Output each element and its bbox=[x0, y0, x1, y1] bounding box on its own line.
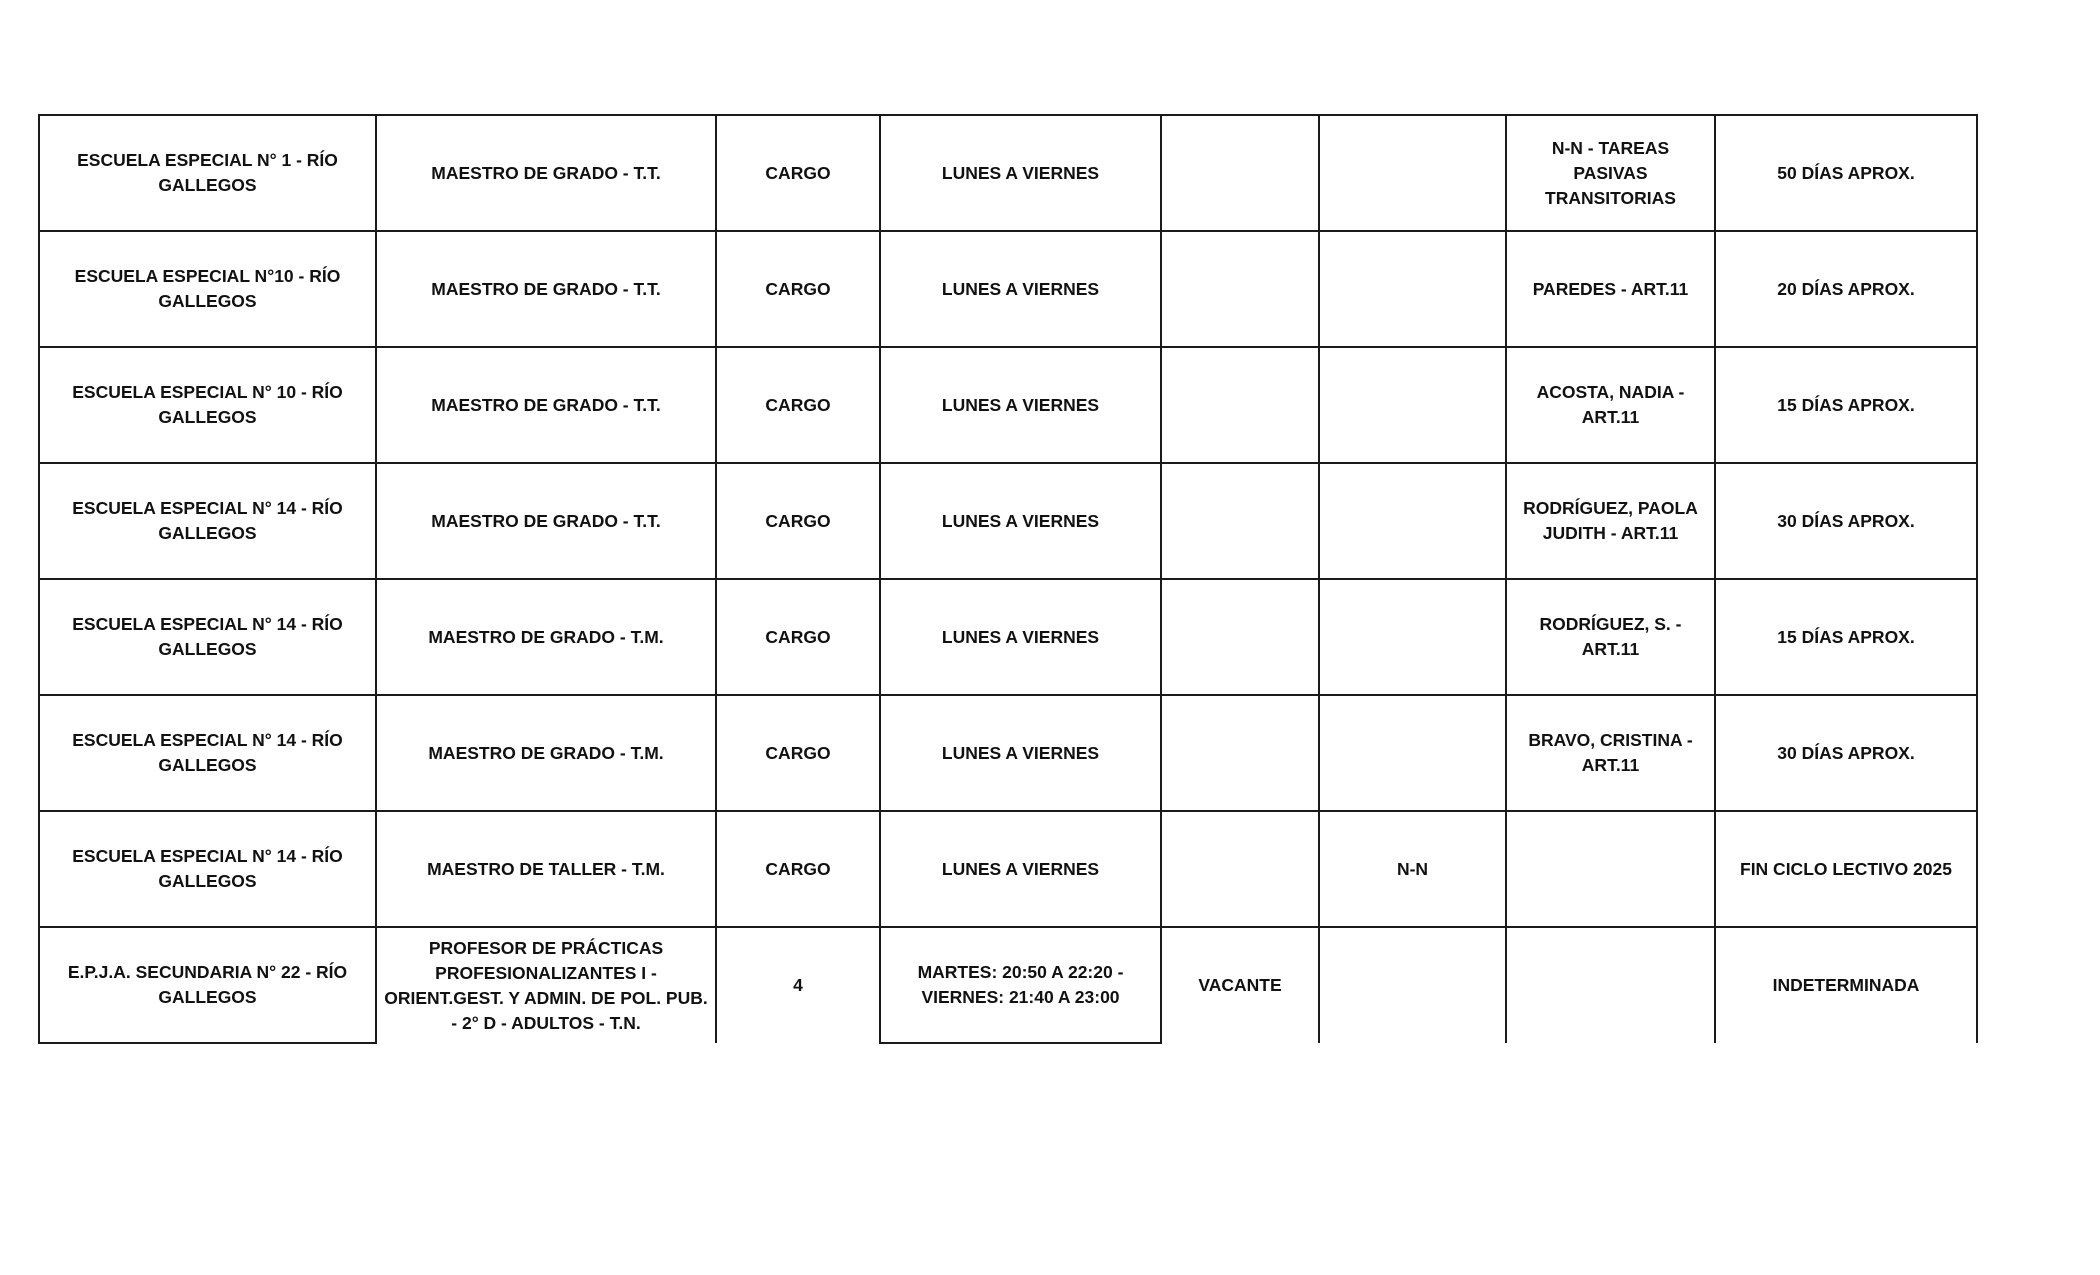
replaced-cell: N-N - TAREAS PASIVAS TRANSITORIAS bbox=[1506, 115, 1715, 231]
schedule-cell: LUNES A VIERNES bbox=[880, 695, 1161, 811]
replaced-cell: ACOSTA, NADIA - ART.11 bbox=[1506, 347, 1715, 463]
position-cell: MAESTRO DE GRADO - T.T. bbox=[376, 463, 716, 579]
position-cell: MAESTRO DE GRADO - T.M. bbox=[376, 695, 716, 811]
position-cell: MAESTRO DE GRADO - T.M. bbox=[376, 579, 716, 695]
status-cell bbox=[1161, 231, 1319, 347]
hours-cell: CARGO bbox=[716, 463, 880, 579]
duration-cell: 30 DÍAS APROX. bbox=[1715, 695, 1977, 811]
schedule-cell: LUNES A VIERNES bbox=[880, 231, 1161, 347]
hours-cell: CARGO bbox=[716, 579, 880, 695]
duration-cell: FIN CICLO LECTIVO 2025 bbox=[1715, 811, 1977, 927]
schedule-cell: LUNES A VIERNES bbox=[880, 463, 1161, 579]
status-cell bbox=[1161, 811, 1319, 927]
duration-cell: 20 DÍAS APROX. bbox=[1715, 231, 1977, 347]
holder-cell bbox=[1319, 579, 1506, 695]
table-row bbox=[39, 695, 1977, 811]
duration-cell: 30 DÍAS APROX. bbox=[1715, 463, 1977, 579]
vacancies-table bbox=[38, 114, 1978, 1044]
replaced-cell: PAREDES - ART.11 bbox=[1506, 231, 1715, 347]
holder-cell: N-N bbox=[1319, 811, 1506, 927]
schedule-cell: LUNES A VIERNES bbox=[880, 579, 1161, 695]
status-cell: VACANTE bbox=[1161, 927, 1319, 1043]
hours-cell: CARGO bbox=[716, 811, 880, 927]
table-row bbox=[39, 231, 1977, 347]
duration-cell: INDETERMINADA bbox=[1715, 927, 1977, 1043]
duration-cell: 15 DÍAS APROX. bbox=[1715, 347, 1977, 463]
school-cell: E.P.J.A. SECUNDARIA N° 22 - RÍO GALLEGOS bbox=[39, 927, 376, 1043]
replaced-cell: RODRÍGUEZ, PAOLA JUDITH - ART.11 bbox=[1506, 463, 1715, 579]
duration-cell: 50 DÍAS APROX. bbox=[1715, 115, 1977, 231]
hours-cell: CARGO bbox=[716, 347, 880, 463]
table-row bbox=[39, 463, 1977, 579]
position-cell: MAESTRO DE GRADO - T.T. bbox=[376, 115, 716, 231]
school-cell: ESCUELA ESPECIAL N° 10 - RÍO GALLEGOS bbox=[39, 347, 376, 463]
school-cell: ESCUELA ESPECIAL N° 14 - RÍO GALLEGOS bbox=[39, 811, 376, 927]
duration-cell: 15 DÍAS APROX. bbox=[1715, 579, 1977, 695]
hours-cell: CARGO bbox=[716, 231, 880, 347]
hours-cell: 4 bbox=[716, 927, 880, 1043]
table-row bbox=[39, 115, 1977, 231]
status-cell bbox=[1161, 695, 1319, 811]
status-cell bbox=[1161, 463, 1319, 579]
replaced-cell bbox=[1506, 811, 1715, 927]
holder-cell bbox=[1319, 927, 1506, 1043]
school-cell: ESCUELA ESPECIAL N° 14 - RÍO GALLEGOS bbox=[39, 579, 376, 695]
position-cell: MAESTRO DE GRADO - T.T. bbox=[376, 347, 716, 463]
holder-cell bbox=[1319, 231, 1506, 347]
position-cell: MAESTRO DE TALLER - T.M. bbox=[376, 811, 716, 927]
table-row bbox=[39, 579, 1977, 695]
table-row bbox=[39, 347, 1977, 463]
status-cell bbox=[1161, 115, 1319, 231]
position-cell: MAESTRO DE GRADO - T.T. bbox=[376, 231, 716, 347]
school-cell: ESCUELA ESPECIAL N° 14 - RÍO GALLEGOS bbox=[39, 695, 376, 811]
position-cell: PROFESOR DE PRÁCTICAS PROFESIONALIZANTES I - ORIENT.GEST. Y ADMIN. DE POL. PUB. - 2° D - ADULTOS - T.N. bbox=[376, 927, 716, 1043]
schedule-cell: LUNES A VIERNES bbox=[880, 811, 1161, 927]
table-row bbox=[39, 811, 1977, 927]
holder-cell bbox=[1319, 695, 1506, 811]
table-row bbox=[39, 927, 1977, 1043]
hours-cell: CARGO bbox=[716, 695, 880, 811]
school-cell: ESCUELA ESPECIAL N°10 - RÍO GALLEGOS bbox=[39, 231, 376, 347]
holder-cell bbox=[1319, 463, 1506, 579]
school-cell: ESCUELA ESPECIAL N° 1 - RÍO GALLEGOS bbox=[39, 115, 376, 231]
schedule-cell: MARTES: 20:50 A 22:20 - VIERNES: 21:40 A 23:00 bbox=[880, 927, 1161, 1043]
replaced-cell: BRAVO, CRISTINA - ART.11 bbox=[1506, 695, 1715, 811]
holder-cell bbox=[1319, 347, 1506, 463]
holder-cell bbox=[1319, 115, 1506, 231]
schedule-cell: LUNES A VIERNES bbox=[880, 347, 1161, 463]
hours-cell: CARGO bbox=[716, 115, 880, 231]
schedule-cell: LUNES A VIERNES bbox=[880, 115, 1161, 231]
replaced-cell bbox=[1506, 927, 1715, 1043]
school-cell: ESCUELA ESPECIAL N° 14 - RÍO GALLEGOS bbox=[39, 463, 376, 579]
replaced-cell: RODRÍGUEZ, S. - ART.11 bbox=[1506, 579, 1715, 695]
status-cell bbox=[1161, 579, 1319, 695]
status-cell bbox=[1161, 347, 1319, 463]
